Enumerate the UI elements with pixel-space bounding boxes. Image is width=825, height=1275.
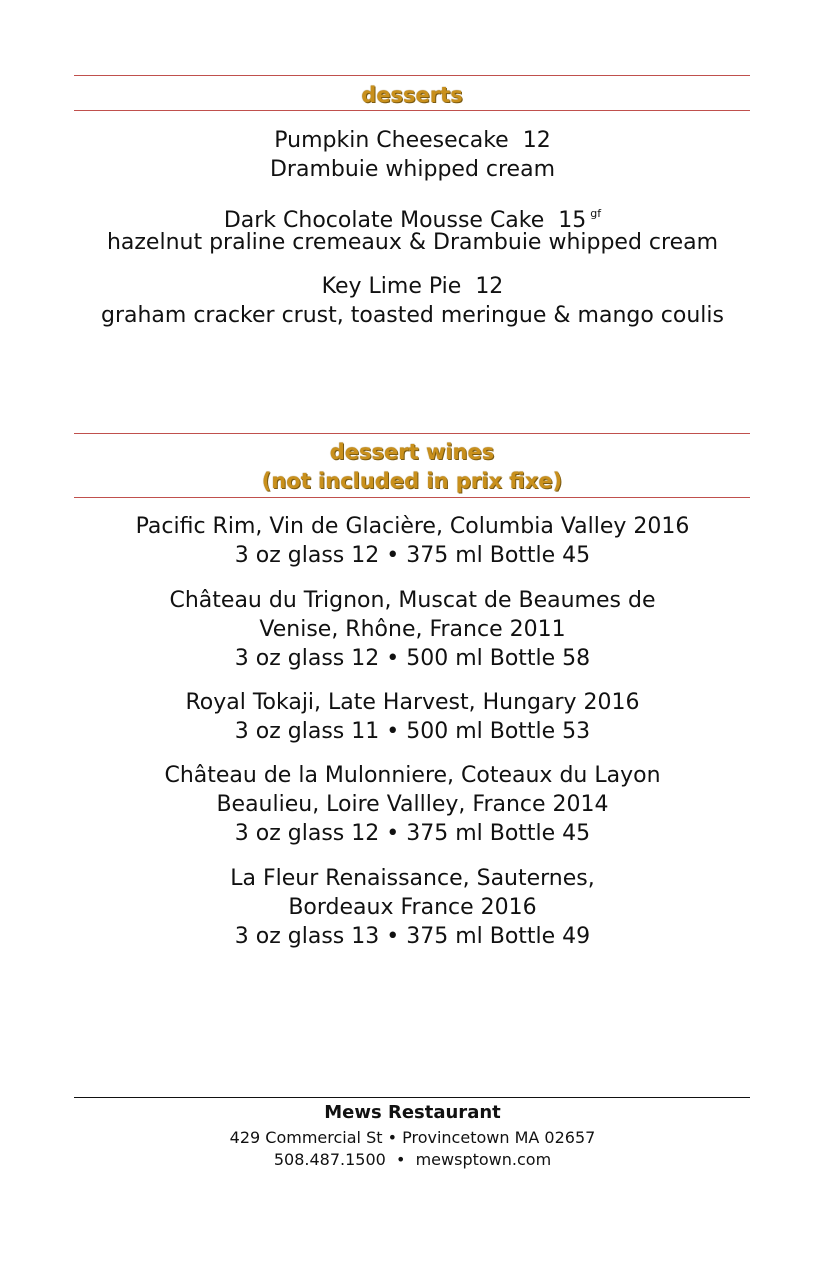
dessert-description: graham cracker crust, toasted meringue & mango coulis (100, 303, 724, 328)
wine-name-continued: Beaulieu, Loire Vallley, France 2014 (216, 792, 609, 817)
dessert-name: Pumpkin Cheesecake (274, 128, 509, 153)
wines-section-title: dessert wines (329, 440, 495, 464)
wine-name-continued: Bordeaux France 2016 (288, 895, 537, 920)
wine-pricing: 3 oz glass 13 • 375 ml Bottle 49 (234, 924, 591, 949)
wine-pricing: 3 oz glass 12 • 375 ml Bottle 45 (234, 543, 591, 568)
dessert-name: Key Lime Pie (321, 274, 462, 299)
restaurant-name: Mews Restaurant (324, 1102, 501, 1123)
wines-bottom-rule (74, 497, 750, 498)
dessert-price: 15 (558, 208, 587, 233)
dessert-description: Drambuie whipped cream (269, 157, 556, 182)
wine-pricing: 3 oz glass 12 • 500 ml Bottle 58 (234, 646, 591, 671)
dessert-name-line (0, 272, 825, 301)
footer-rule (74, 1097, 750, 1098)
desserts-section-title: desserts (361, 83, 463, 107)
dessert-name: Dark Chocolate Mousse Cake (223, 208, 545, 233)
dessert-description: hazelnut praline cremeaux & Drambuie whipped cream (106, 230, 719, 255)
wine-name: Royal Tokaji, Late Harvest, Hungary 2016 (185, 690, 640, 715)
wine-pricing: 3 oz glass 11 • 500 ml Bottle 53 (234, 719, 591, 744)
wine-pricing: 3 oz glass 12 • 375 ml Bottle 45 (234, 821, 591, 846)
restaurant-address: 429 Commercial St • Provincetown MA 02657 (229, 1128, 596, 1147)
wine-name: Pacific Rim, Vin de Glacière, Columbia Valley 2016 (135, 514, 690, 539)
dessert-name-line (0, 126, 825, 155)
restaurant-contact: 508.487.1500 • mewsptown.com (273, 1150, 552, 1169)
wines-top-rule (74, 433, 750, 434)
desserts-top-rule (74, 75, 750, 76)
gluten-free-tag: gf (590, 207, 602, 220)
wine-name: Château de la Mulonniere, Coteaux du Layon (164, 763, 661, 788)
dessert-price: 12 (522, 128, 551, 153)
wine-name: Château du Trignon, Muscat de Beaumes de (169, 588, 656, 613)
dessert-price: 12 (475, 274, 504, 299)
wines-section-subtitle: (not included in prix fixe) (261, 469, 563, 493)
desserts-bottom-rule (74, 110, 750, 111)
wine-name-continued: Venise, Rhône, France 2011 (259, 617, 566, 642)
wine-name: La Fleur Renaissance, Sauternes, (230, 866, 595, 891)
